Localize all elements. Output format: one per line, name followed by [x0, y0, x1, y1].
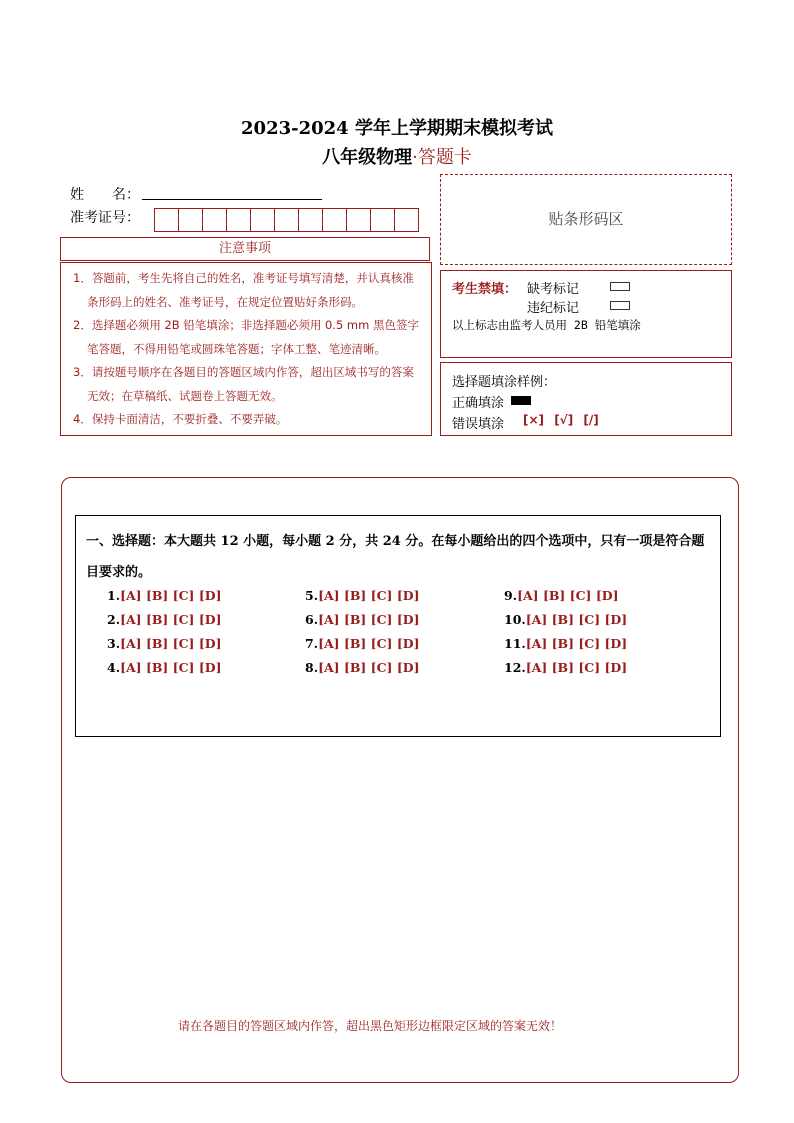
question-row[interactable]: 9.[A] [B] [C] [D]	[504, 588, 619, 603]
absent-mark-label: 缺考标记	[527, 282, 580, 297]
answer-choices[interactable]: [A] [B] [C] [D]	[120, 612, 222, 627]
question-row[interactable]: 10.[A] [B] [C] [D]	[504, 612, 628, 627]
question-row[interactable]: 11.[A] [B] [C] [D]	[504, 636, 628, 651]
violation-mark-label: 违纪标记	[527, 301, 580, 316]
question-row[interactable]: 6.[A] [B] [C] [D]	[305, 612, 420, 627]
id-digit-box[interactable]	[322, 208, 347, 232]
id-digit-box[interactable]	[394, 208, 419, 232]
answer-choices[interactable]: [A] [B] [C] [D]	[525, 612, 628, 627]
violation-mark-box[interactable]	[610, 301, 630, 310]
id-digit-box[interactable]	[346, 208, 371, 232]
name-field[interactable]	[142, 199, 322, 200]
id-label: 准考证号：	[70, 210, 140, 226]
id-digit-box[interactable]	[154, 208, 179, 232]
question-row[interactable]: 12.[A] [B] [C] [D]	[504, 660, 628, 675]
correct-fill-label: 正确填涂	[452, 396, 505, 411]
answer-choices[interactable]: [A] [B] [C] [D]	[525, 660, 628, 675]
notice-heading: 注意事项	[60, 237, 430, 261]
card-title	[0, 143, 794, 169]
answer-choices[interactable]: [A] [B] [C] [D]	[525, 636, 628, 651]
notice-item: 3．请按题号顺序在各题目的答题区域内作答，超出区域书写的答案无效；在草稿纸、试题卷上答题无效。	[73, 365, 414, 403]
answer-choices[interactable]: [A] [B] [C] [D]	[318, 612, 420, 627]
multiple-choice-section	[75, 515, 721, 737]
question-row[interactable]: 4.[A] [B] [C] [D]	[107, 660, 222, 675]
id-boxes	[154, 208, 418, 232]
question-row[interactable]: 2.[A] [B] [C] [D]	[107, 612, 222, 627]
id-digit-box[interactable]	[178, 208, 203, 232]
absent-mark-box[interactable]	[610, 282, 630, 291]
id-digit-box[interactable]	[370, 208, 395, 232]
barcode-area: 贴条形码区	[440, 174, 732, 265]
answer-choices[interactable]: [A] [B] [C] [D]	[517, 588, 619, 603]
answer-choices[interactable]: [A] [B] [C] [D]	[318, 588, 420, 603]
question-row[interactable]: 3.[A] [B] [C] [D]	[107, 636, 222, 651]
subject-name: 八年级物理	[322, 147, 413, 168]
forbidden-heading: 考生禁填：	[452, 282, 518, 297]
answer-choices[interactable]: [A] [B] [C] [D]	[120, 588, 222, 603]
answer-choices[interactable]: [A] [B] [C] [D]	[318, 636, 420, 651]
notice-item: 4．保持卡面清洁，不要折叠、不要弄破。	[73, 412, 288, 426]
name-label: 姓 名：	[70, 187, 140, 203]
exam-title: 2023-2024 学年上学期期末模拟考试	[241, 118, 553, 139]
id-digit-box[interactable]	[274, 208, 299, 232]
id-digit-box[interactable]	[250, 208, 275, 232]
notice-body	[60, 262, 432, 436]
fill-sample-heading: 选择题填涂样例：	[452, 375, 557, 390]
question-row[interactable]: 8.[A] [B] [C] [D]	[305, 660, 420, 675]
forbidden-note: 以上标志由监考人员用 2B 铅笔填涂	[452, 318, 641, 332]
question-row[interactable]: 7.[A] [B] [C] [D]	[305, 636, 420, 651]
correct-fill-mark	[511, 396, 531, 405]
question-row[interactable]: 1.[A] [B] [C] [D]	[107, 588, 222, 603]
card-subtitle: ·答题卡	[412, 147, 472, 168]
notice-item: 1．答题前，考生先将自己的姓名，准考证号填写清楚，并认真核准条形码上的姓名、准考证号，在规定位置贴好条形码。	[73, 271, 414, 309]
notice-item: 2．选择题必须用 2B 铅笔填涂；非选择题必须用 0.5 mm 黑色签字笔答题，不得用铅笔或圆珠笔答题；字体工整、笔迹清晰。	[73, 318, 419, 356]
answer-choices[interactable]: [A] [B] [C] [D]	[318, 660, 420, 675]
forbidden-box	[440, 270, 732, 358]
answer-choices[interactable]: [A] [B] [C] [D]	[120, 636, 222, 651]
id-digit-box[interactable]	[202, 208, 227, 232]
question-row[interactable]: 5.[A] [B] [C] [D]	[305, 588, 420, 603]
answer-warning: 请在各题目的答题区域内作答，超出黑色矩形边框限定区域的答案无效！	[177, 1019, 562, 1033]
section-instruction: 一、选择题：本大题共 12 小题，每小题 2 分，共 24 分。在每小题给出的四个选项中，只有一项是符合题目要求的。	[86, 534, 705, 580]
wrong-fill-label: 错误填涂	[452, 417, 505, 432]
fill-sample-box	[440, 362, 732, 436]
wrong-fill-marks: [×] [√] [/]	[523, 413, 599, 427]
id-digit-box[interactable]	[226, 208, 251, 232]
id-digit-box[interactable]	[298, 208, 323, 232]
answer-choices[interactable]: [A] [B] [C] [D]	[120, 660, 222, 675]
